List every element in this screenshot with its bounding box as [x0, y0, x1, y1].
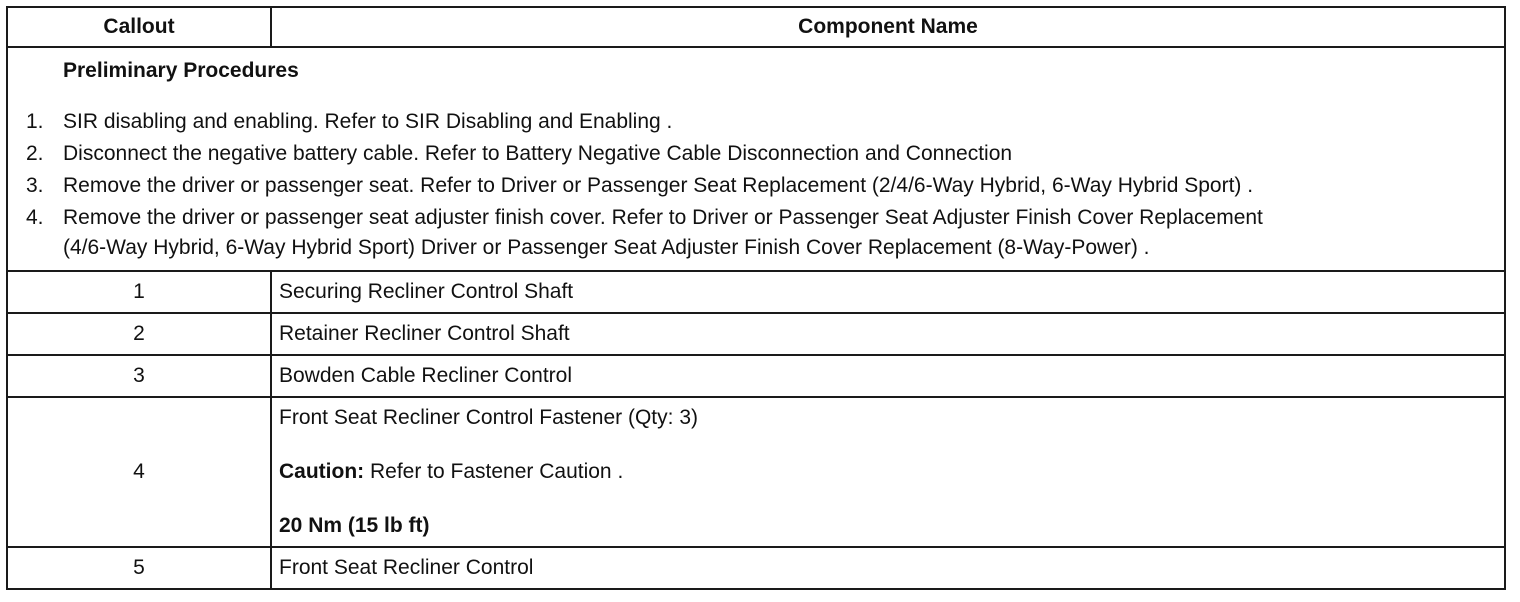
table-row [7, 547, 1505, 589]
step-number: 4. [26, 206, 44, 229]
callout-number: 5 [7, 547, 271, 589]
component-name: Retainer Recliner Control Shaft [271, 313, 1505, 355]
component-name: Bowden Cable Recliner Control [271, 355, 1505, 397]
header-component-name: Component Name [271, 7, 1505, 47]
table-row [7, 355, 1505, 397]
step-text: Remove the driver or passenger seat. Refer to Driver or Passenger Seat Replacement (2/4/6-Way Hybrid, 6-Way Hybrid Sport) . [63, 174, 1254, 197]
step-text: Remove the driver or passenger seat adjuster finish cover. Refer to Driver or Passenger Seat Adjuster Finish Cover Replacement [63, 206, 1263, 229]
callout-number: 3 [7, 355, 271, 397]
preliminary-step [26, 106, 1492, 138]
preliminary-steps-list [26, 106, 1492, 262]
table-row [7, 313, 1505, 355]
preliminary-step [26, 138, 1492, 170]
caution-note [279, 458, 1497, 486]
callout-number: 4 [7, 397, 271, 547]
caution-text: Refer to Fastener Caution . [364, 460, 624, 483]
step-text: Disconnect the negative battery cable. Refer to Battery Negative Cable Disconnection and Connection [63, 142, 1013, 165]
preliminary-procedures-heading: Preliminary Procedures [63, 59, 299, 82]
preliminary-procedures-cell [7, 47, 1505, 271]
step-text-continued: (4/6-Way Hybrid, 6-Way Hybrid Sport) Driver or Passenger Seat Adjuster Finish Cover Replacement (8-Way-Power) . [63, 236, 1150, 259]
torque-spec: 20 Nm (15 lb ft) [279, 514, 430, 537]
component-name-detail [271, 397, 1505, 547]
callout-table [6, 6, 1506, 590]
header-row [7, 7, 1505, 47]
preliminary-step [26, 170, 1492, 202]
component-name: Front Seat Recliner Control Fastener (Qty: 3) [279, 406, 698, 429]
step-number: 2. [26, 142, 44, 165]
component-name: Front Seat Recliner Control [271, 547, 1505, 589]
table-row [7, 271, 1505, 313]
step-text: SIR disabling and enabling. Refer to SIR Disabling and Enabling . [63, 110, 673, 133]
preliminary-step [26, 202, 1492, 262]
callout-number: 1 [7, 271, 271, 313]
preliminary-row [7, 47, 1505, 271]
header-callout: Callout [7, 7, 271, 47]
table-row [7, 397, 1505, 547]
step-number: 3. [26, 174, 44, 197]
callout-number: 2 [7, 313, 271, 355]
caution-label: Caution: [279, 460, 365, 483]
component-name: Securing Recliner Control Shaft [271, 271, 1505, 313]
step-number: 1. [26, 110, 44, 133]
